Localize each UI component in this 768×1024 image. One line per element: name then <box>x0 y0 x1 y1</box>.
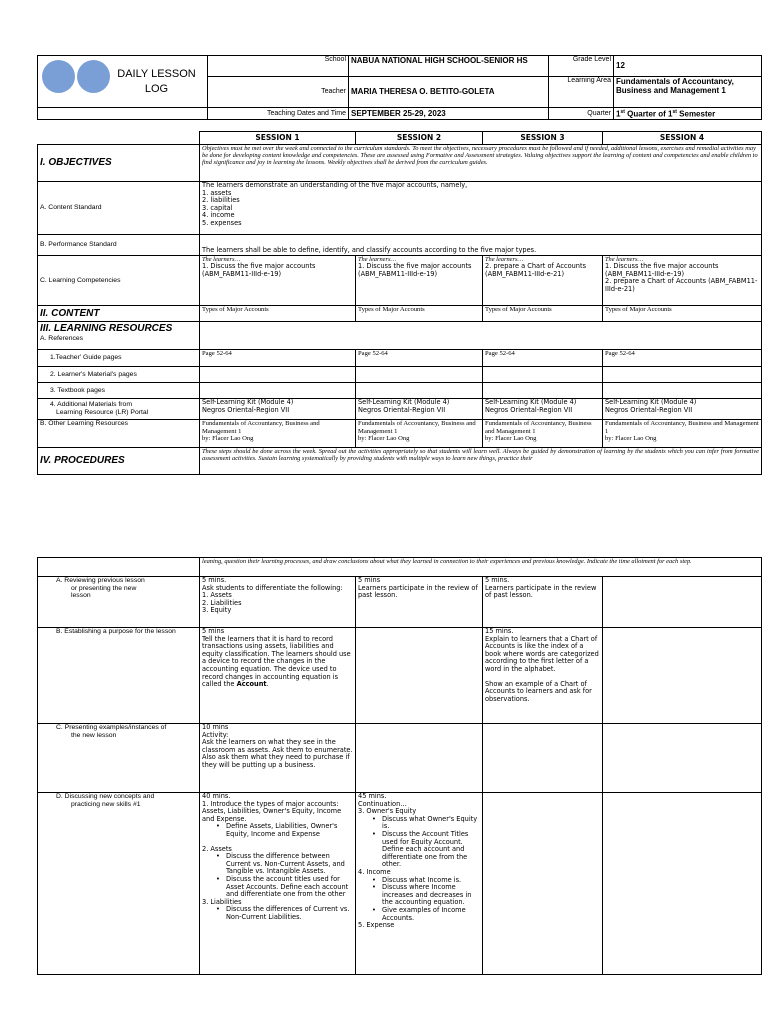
step-d-s4 <box>603 793 762 975</box>
step-a-label: A. Reviewing previous lesson or presenting the new lesson <box>38 577 200 628</box>
references-label: A. References <box>40 335 84 342</box>
tg-s2: Page 52-64 <box>356 350 483 367</box>
competency-s3: The learners… 2. prepare a Chart of Accounts (ABM_FABM11-IIId-e-21) <box>483 256 603 306</box>
step-b-label: B. Establishing a purpose for the lesson <box>38 628 200 724</box>
additional-s4: Self-Learning Kit (Module 4) Negros Oriental-Region VII <box>603 399 762 420</box>
grade-value: 12 <box>614 56 762 77</box>
title-line-1: DAILY LESSON <box>117 67 196 80</box>
dates-value: SEPTEMBER 25-29, 2023 <box>349 108 549 120</box>
lm-s4 <box>603 367 762 383</box>
procedures-label: IV. PROCEDURES <box>38 448 200 475</box>
competency-s2: The learners… 1. Discuss the five major accounts (ABM_FABM11-IIId-e-19) <box>356 256 483 306</box>
lesson-table-page1 <box>37 131 762 475</box>
objectives-text: Objectives must be met over the week and connected to the curriculum standards. To meet the objectives, necessary procedures must be followed and if needed, additional lessons, exercises and remedial activities may be done for developing content knowledge and competencies. These are assessed using Formative and Assessment strategies. Valuing objectives support the learning of content and competencies and enable children to find significance and joy in learning the lessons. Weekly objectives shall be derived from the curriculum guides. <box>200 145 762 182</box>
teacher-value: MARIA THERESA O. BETITO-GOLETA <box>349 77 549 108</box>
step-a-s3: 5 mins. Learners participate in the review of past lesson. <box>483 577 603 628</box>
grade-label: Grade Level <box>549 56 614 77</box>
step-a-s4 <box>603 577 762 628</box>
title-line-2: LOG <box>144 82 169 95</box>
quarter-value: 1st Quarter of 1st Semester <box>614 108 762 120</box>
performance-standard-text: The learners shall be able to define, identify, and classify accounts according to the five major types. <box>200 235 762 256</box>
tb-s1 <box>200 383 356 399</box>
content-label: II. CONTENT <box>38 306 200 322</box>
step-d-s2: 45 mins. Continuation… 3. Owner's Equity • Discuss what Owner's Equity is. • Discuss the Account Titles used for Equity Account. Define each account and differentiate one from the other. 4. Income • Discuss what Income is. • Discuss where Income increases and decreases in the accounting equation. • Give examples of Income Accounts. 5. Expense <box>356 793 483 975</box>
step-b-s4 <box>603 628 762 724</box>
lm-s1 <box>200 367 356 383</box>
resources-label-cell <box>38 322 200 350</box>
other-s3: Fundamentals of Accountancy, Business and Management 1 by: Flacer Lao Ong <box>483 420 603 448</box>
lesson-table-page2 <box>37 557 762 975</box>
step-c-s2 <box>356 724 483 793</box>
additional-s3: Self-Learning Kit (Module 4) Negros Oriental-Region VII <box>483 399 603 420</box>
tb-s2 <box>356 383 483 399</box>
content-s4: Types of Major Accounts <box>603 306 762 322</box>
session-2-header: SESSION 2 <box>356 132 483 145</box>
tg-s1: Page 52-64 <box>200 350 356 367</box>
session-1-header: SESSION 1 <box>200 132 356 145</box>
tb-label: 3. Textbook pages <box>38 383 200 399</box>
step-a-s1: 5 mins. Ask students to differentiate the following: 1. Assets 2. Liabilities 3. Equity <box>200 577 356 628</box>
blank-cell <box>38 108 208 120</box>
lm-s2 <box>356 367 483 383</box>
tb-s3 <box>483 383 603 399</box>
step-b-s3: 15 mins. Explain to learners that a Chart of Accounts is like the index of a book where words are categorized according to the first letter of a word in the alphabet. Show an example of a Chart of Accounts to learners and ask for observations. <box>483 628 603 724</box>
area-label: Learning Area <box>549 77 614 108</box>
quarter-label: Quarter <box>549 108 614 120</box>
competency-s1: The learners… 1. Discuss the five major accounts (ABM_FABM11-IIId-e-19) <box>200 256 356 306</box>
performance-standard-label: B. Performance Standard <box>38 235 200 256</box>
procedures-continued-blank <box>38 558 200 577</box>
procedures-text: These steps should be done across the week. Spread out the activities appropriately so that students will learn well. Always be guided by demonstration of learning by the students which you can infer from formative assessment activities. Sustain learning systematically by providing students with multiple ways to learn new things, practice their <box>200 448 762 475</box>
procedures-continued-text: leaning, question their learning processes, and draw conclusions about what they learned in connection to their experiences and previous knowledge. Indicate the time allotment for each step. <box>200 558 762 577</box>
content-s3: Types of Major Accounts <box>483 306 603 322</box>
competencies-label: C. Learning Competencies <box>38 256 200 306</box>
school-value: NABUA NATIONAL HIGH SCHOOL-SENIOR HS <box>349 56 549 77</box>
content-standard-label: A. Content Standard <box>38 182 200 235</box>
step-d-label: D. Discussing new concepts and practicing new skills #1 <box>38 793 200 975</box>
lm-s3 <box>483 367 603 383</box>
tg-s3: Page 52-64 <box>483 350 603 367</box>
resources-label: III. LEARNING RESOURCES <box>40 323 173 334</box>
other-s2: Fundamentals of Accountancy, Business and Management 1 by: Flacer Lao Ong <box>356 420 483 448</box>
objectives-label: I. OBJECTIVES <box>38 145 200 182</box>
additional-s2: Self-Learning Kit (Module 4) Negros Oriental-Region VII <box>356 399 483 420</box>
dates-label: Teaching Dates and Time <box>208 108 349 120</box>
additional-s1: Self-Learning Kit (Module 4) Negros Oriental-Region VII <box>200 399 356 420</box>
step-b-s2 <box>356 628 483 724</box>
competency-s4: The learners… 1. Discuss the five major accounts (ABM_FABM11-IIId-e-19) 2. prepare a Chart of Accounts (ABM_FABM11-IIId-e-21) <box>603 256 762 306</box>
tg-label: 1.Teacher' Guide pages <box>38 350 200 367</box>
tg-s4: Page 52-64 <box>603 350 762 367</box>
step-c-s3 <box>483 724 603 793</box>
teacher-label: Teacher <box>208 77 349 108</box>
content-s1: Types of Major Accounts <box>200 306 356 322</box>
session-3-header: SESSION 3 <box>483 132 603 145</box>
school-label: School <box>208 56 349 77</box>
content-standard-text: The learners demonstrate an understanding of the five major accounts, namely, 1. assets 2. liabilities 3. capital 4. income 5. expenses <box>200 182 762 235</box>
session-4-header: SESSION 4 <box>603 132 762 145</box>
other-resources-label: B. Other Learning Resources <box>38 420 200 448</box>
header-table <box>37 55 762 120</box>
step-d-s1: 40 mins. 1. Introduce the types of major accounts: Assets, Liabilities, Owner's Equity, Income and Expense. • Define Assets, Liabilities, Owner's Equity, Income and Expense 2. Assets • Discuss the difference between Current vs. Non-Current Assets, and Tangible vs. Intangible Assets. • Discuss the account titles used for Asset Accounts. Define each account and differentiate one from the other 3. Liabilities • Discuss the differences of Current vs. Non-Current Liabilities. <box>200 793 356 975</box>
step-c-s4 <box>603 724 762 793</box>
step-c-s1: 10 mins Activity: Ask the learners on what they see in the classroom as assets. Ask them to enumerate. Also ask them what they need to purchase if they will be putting up a business. <box>200 724 356 793</box>
step-c-label: C. Presenting examples/instances of the new lesson <box>38 724 200 793</box>
content-s2: Types of Major Accounts <box>356 306 483 322</box>
step-d-s3 <box>483 793 603 975</box>
other-s1: Fundamentals of Accountancy, Business and Management 1 by: Flacer Lao Ong <box>200 420 356 448</box>
title-cell <box>38 56 208 108</box>
step-b-s1: 5 mins Tell the learners that it is hard to record transactions using assets, liabilities and equity classification. The learners should use a device to record the changes in the accounting equation. The device used to record changes in accounting equation is called the Account. <box>200 628 356 724</box>
resources-blank <box>200 322 762 350</box>
additional-label: 4. Additional Materials from Learning Resource (LR) Portal <box>38 399 200 420</box>
area-value: Fundamentals of Accountancy, Business and Management 1 <box>614 77 762 108</box>
tb-s4 <box>603 383 762 399</box>
other-s4: Fundamentals of Accountancy, Business and Management 1 by: Flacer Lao Ong <box>603 420 762 448</box>
step-a-s2: 5 mins Learners participate in the review of past lesson. <box>356 577 483 628</box>
lm-label: 2. Learner's Material's pages <box>38 367 200 383</box>
session-header-blank <box>38 132 200 145</box>
